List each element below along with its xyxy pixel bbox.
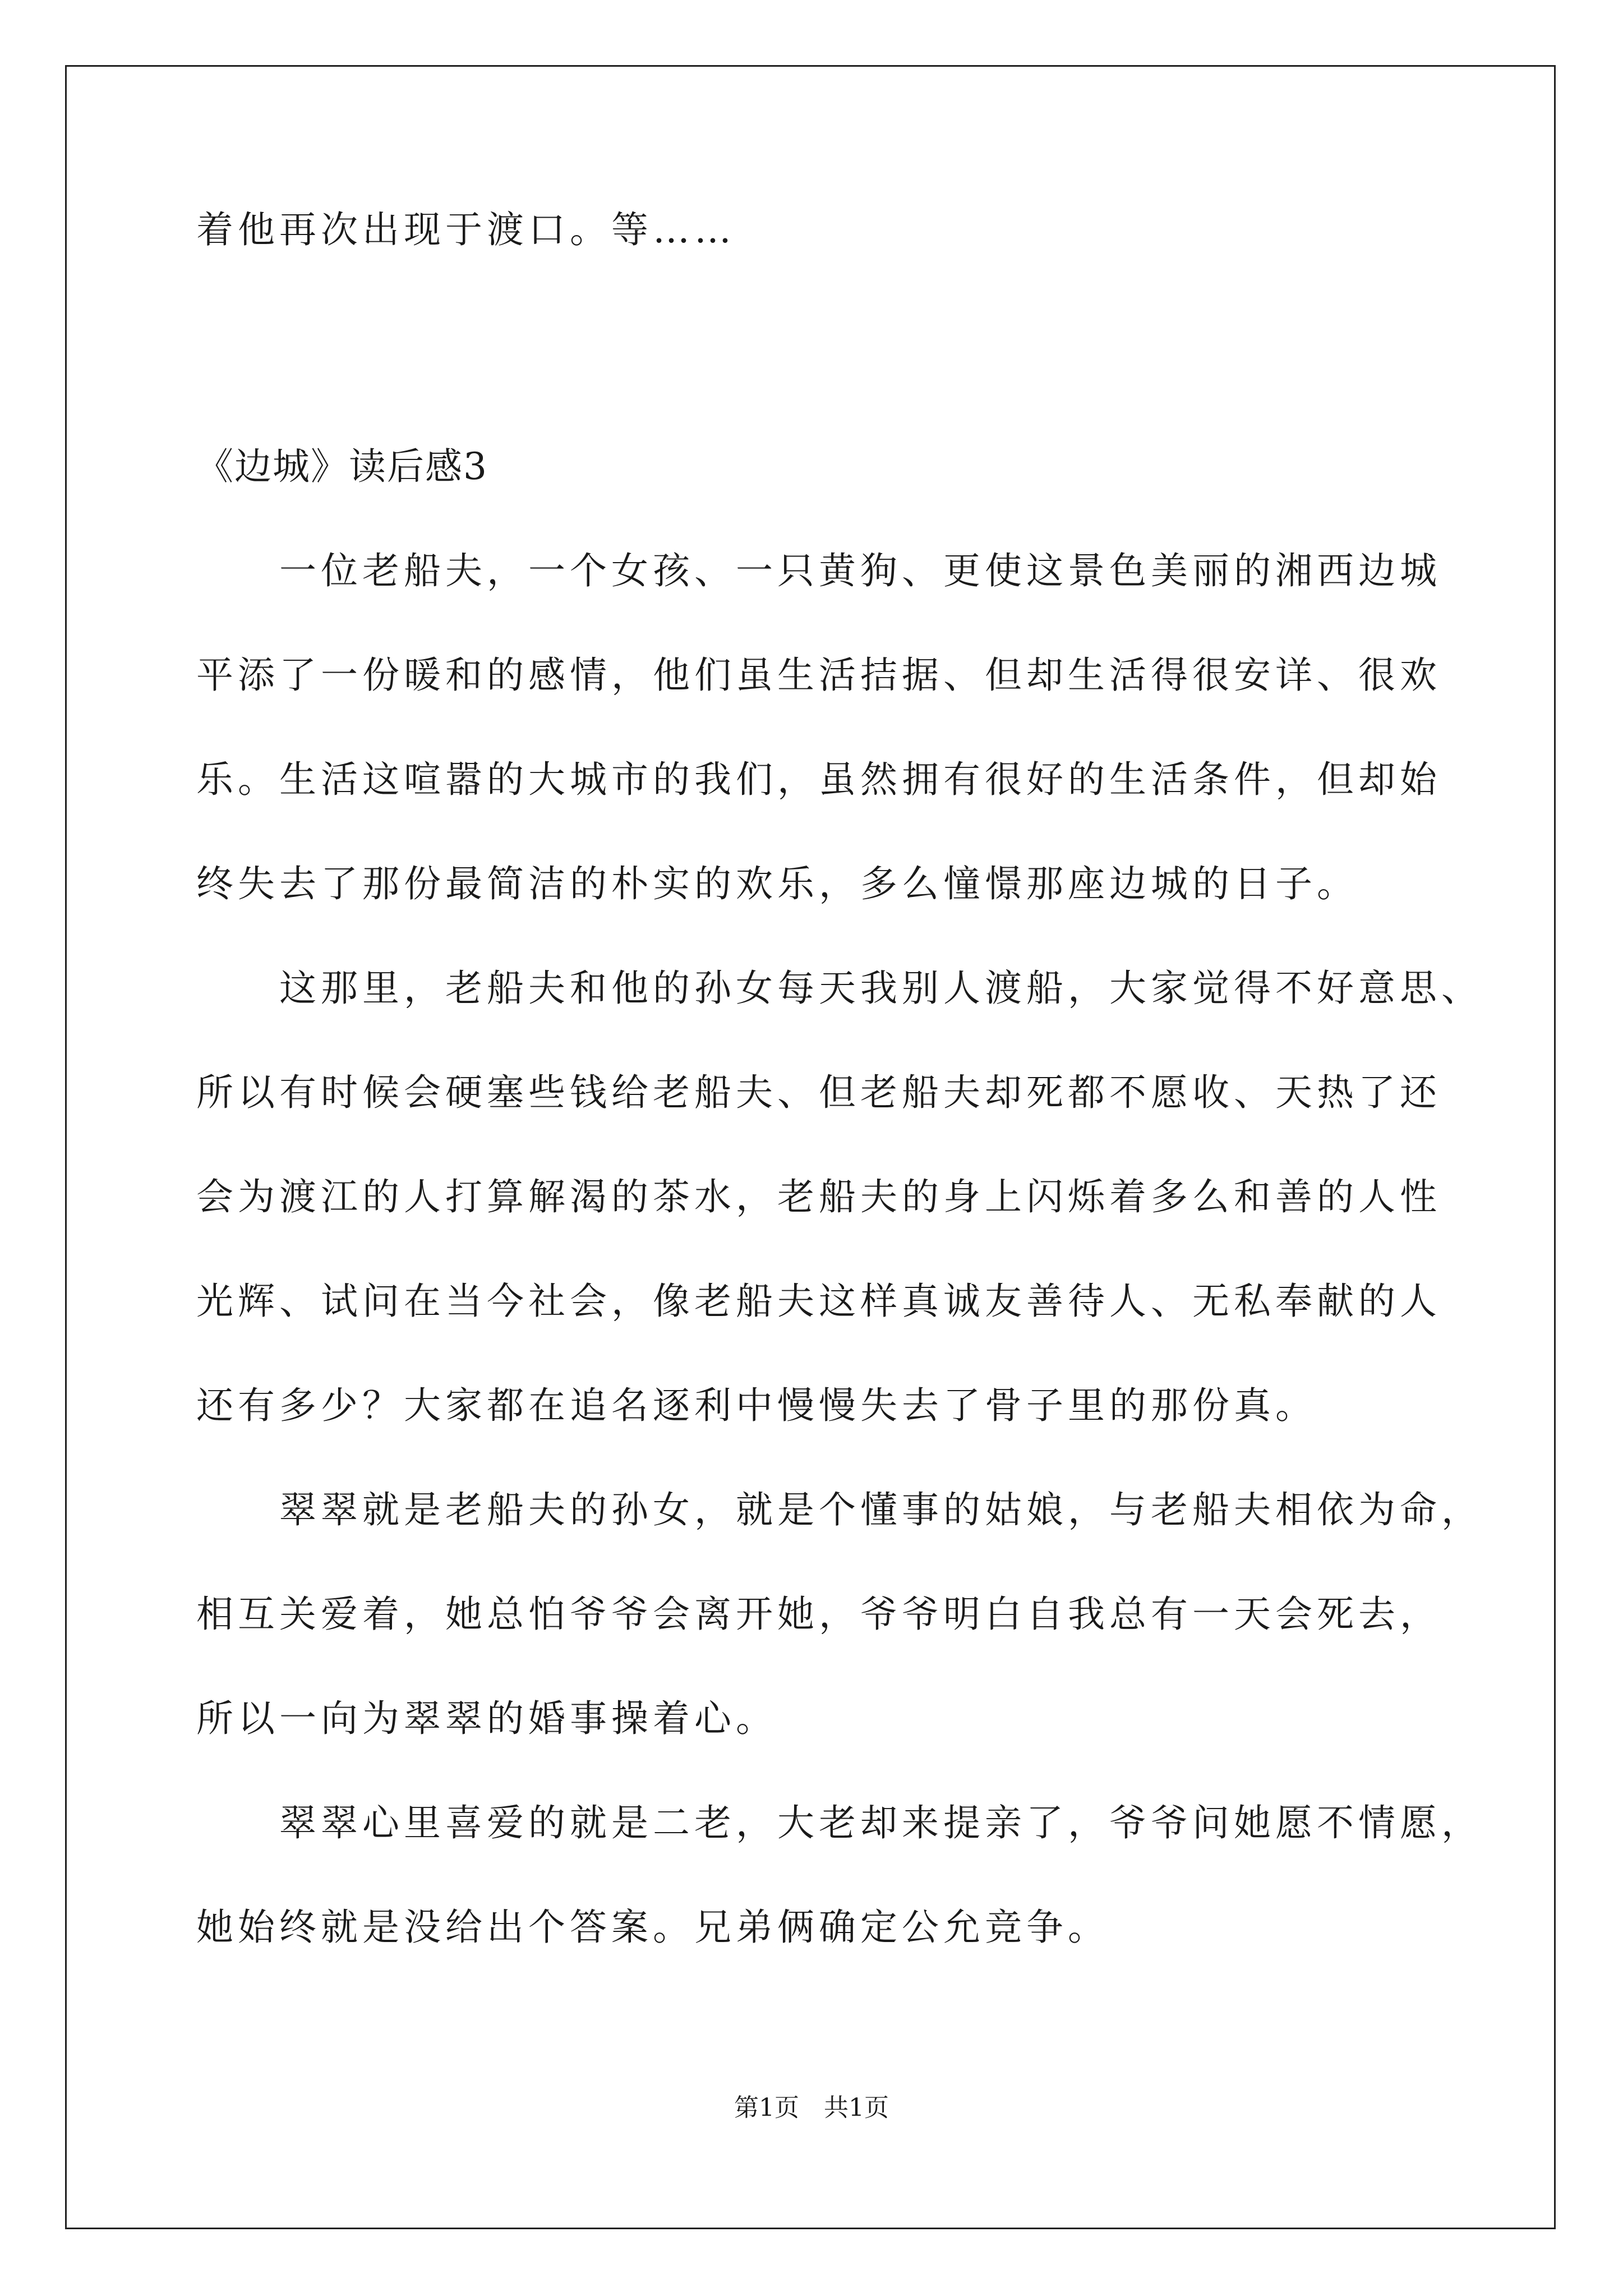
paragraph-4-line-1: 翠翠心里喜爱的就是二老，大老却来提亲了，爷爷问她愿不情愿，	[279, 1801, 1483, 1844]
paragraph-4-line-2: 她始终就是没给出个答案。兄弟俩确定公允竞争。	[196, 1906, 1109, 1949]
paragraph-2-line-1: 这那里，老船夫和他的孙女每天我别人渡船，大家觉得不好意思、	[279, 967, 1483, 1010]
paragraph-2-line-2: 所以有时候会硬塞些钱给老船夫、但老船夫却死都不愿收、天热了还	[196, 1071, 1441, 1114]
paragraph-1-line-1: 一位老船夫，一个女孩、一只黄狗、更使这景色美丽的湘西边城	[279, 549, 1441, 592]
paragraph-2-line-4: 光辉、试问在当今社会，像老船夫这样真诚友善待人、无私奉献的人	[196, 1280, 1441, 1323]
section-heading: 《边城》读后感3	[196, 445, 488, 488]
paragraph-3-line-3: 所以一向为翠翠的婚事操着心。	[196, 1697, 777, 1740]
paragraph-1-line-3: 乐。生活这喧嚣的大城市的我们，虽然拥有很好的生活条件，但却始	[196, 758, 1441, 801]
paragraph-3-line-1: 翠翠就是老船夫的孙女，就是个懂事的姑娘，与老船夫相依为命，	[279, 1488, 1483, 1531]
continuation-line: 着他再次出现于渡口。等……	[196, 208, 736, 251]
paragraph-2-line-5: 还有多少？大家都在追名逐利中慢慢失去了骨子里的那份真。	[196, 1384, 1317, 1427]
paragraph-3-line-2: 相互关爱着，她总怕爷爷会离开她，爷爷明白自我总有一天会死去，	[196, 1593, 1441, 1636]
page-footer: 第1页 共1页	[734, 2093, 889, 2122]
paragraph-2-line-3: 会为渡江的人打算解渴的茶水，老船夫的身上闪烁着多么和善的人性	[196, 1175, 1441, 1218]
paragraph-1-line-2: 平添了一份暖和的感情，他们虽生活拮据、但却生活得很安详、很欢	[196, 654, 1441, 697]
paragraph-1-line-4: 终失去了那份最简洁的朴实的欢乐，多么憧憬那座边城的日子。	[196, 862, 1358, 905]
